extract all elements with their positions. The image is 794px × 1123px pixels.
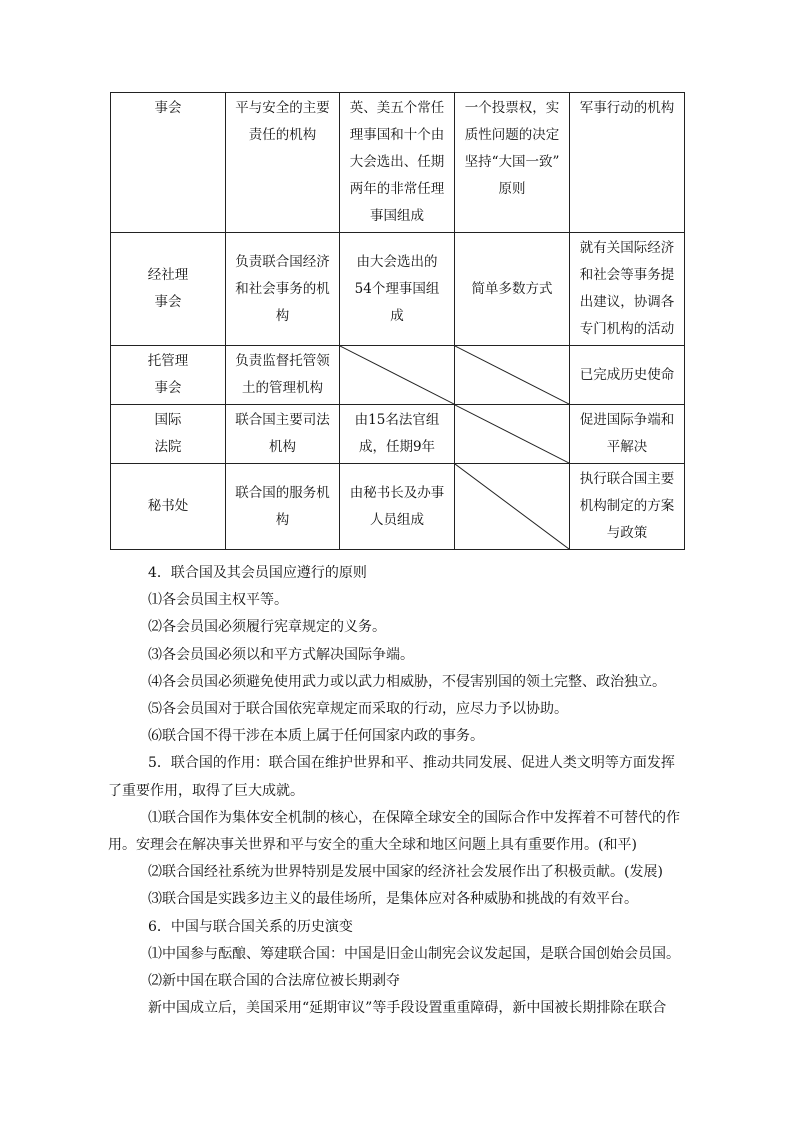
table-cell — [226, 346, 340, 405]
paragraph: ⑶联合国是实践多边主义的最佳场所，是集体应对各种威胁和挑战的有效平台。 — [148, 891, 638, 908]
table-cell — [570, 464, 685, 550]
cell-line: 和社会事务的机 — [235, 280, 330, 297]
paragraph: ⑵联合国经社系统为世界特别是发展中国家的经济社会发展作出了积极贡献。(发展) — [148, 864, 663, 881]
cell-line: 事会 — [154, 100, 182, 116]
cell-line: 平解决 — [606, 439, 648, 455]
cell-line: 事国组成 — [370, 208, 424, 224]
paragraph: ⑶各会员国必须以和平方式解决国际争端。 — [148, 646, 414, 663]
table-cell — [455, 233, 570, 346]
cell-line: 土的管理机构 — [242, 380, 323, 396]
cell-line: 军事行动的机构 — [579, 100, 675, 116]
cell-line: 质性问题的决定 — [464, 127, 560, 143]
table-cell — [340, 405, 455, 464]
table-cell — [226, 464, 340, 550]
table-cell — [455, 93, 570, 233]
empty-diagonal-cell — [455, 464, 570, 550]
paragraph: 新中国成立后，美国采用“延期审议”等手段设置重重障碍，新中国被长期排除在联合 — [148, 1000, 667, 1017]
cell-line: 构 — [275, 307, 290, 324]
cell-line: 人员组成 — [370, 511, 424, 528]
paragraph: ⑵各会员国必须履行宪章规定的义务。 — [148, 619, 386, 636]
diagonal-line — [455, 346, 569, 404]
cell-line: 责任的机构 — [248, 127, 317, 143]
empty-diagonal-cell — [455, 346, 570, 405]
paragraph: ⑸各会员国对于联合国依宪章规定而采取的行动，应尽力予以协助。 — [148, 701, 568, 718]
diagonal-line — [455, 405, 569, 463]
cell-line: 执行联合国主要 — [579, 471, 675, 487]
table-cell — [226, 93, 340, 233]
table-row — [111, 464, 685, 550]
cell-line: 原则 — [498, 181, 526, 197]
cell-line: 由15名法官组 — [354, 412, 440, 428]
paragraph: 6．中国与联合国关系的历史演变 — [148, 918, 353, 935]
cell-line: 和社会等事务提 — [579, 267, 675, 283]
cell-line: 与政策 — [606, 525, 648, 541]
cell-line: 坚持“大国一致” — [464, 154, 560, 170]
cell-line: 成 — [390, 307, 404, 324]
cell-line: 平与安全的主要 — [235, 100, 330, 116]
table-cell — [226, 405, 340, 464]
table-cell — [570, 346, 685, 405]
paragraph: ⑴联合国作为集体安全机制的核心，在保障全球安全的国际合作中发挥着不可替代的作用。安理会在解决事关世界和平与安全的重大全球和地区问题上具有重要作用。(和平) — [108, 809, 680, 854]
diagonal-line — [455, 464, 569, 549]
table-row — [111, 346, 685, 405]
cell-line: 英、美五个常任 — [349, 100, 445, 116]
cell-line: 机构 — [269, 439, 296, 455]
table-cell — [111, 464, 226, 550]
cell-line: 已完成历史使命 — [579, 366, 675, 383]
table-cell — [340, 233, 455, 346]
cell-line: 法院 — [154, 439, 182, 455]
table-cell — [111, 93, 226, 233]
cell-line: 机构制定的方案 — [579, 498, 675, 514]
paragraph: ⑹联合国不得干涉在本质上属于任何国家内政的事务。 — [148, 728, 484, 745]
cell-line: 出建议，协调各 — [579, 294, 675, 310]
paragraph: 5．联合国的作用：联合国在维护世界和平、推动共同发展、促进人类文明等方面发挥了重要作用，取得了巨大成就。 — [108, 755, 675, 799]
cell-line: 事会 — [154, 294, 182, 310]
cell-line: 大会选出、任期 — [349, 154, 445, 170]
table-cell — [111, 233, 226, 346]
cell-line: 由大会选出的 — [356, 253, 438, 270]
paragraph: ⑴中国参与酝酿、筹建联合国：中国是旧金山制宪会议发起国，是联合国创始会员国。 — [148, 945, 680, 962]
table-cell — [570, 93, 685, 233]
paragraph: ⑷各会员国必须避免使用武力或以武力相威胁，不侵害别国的领土完整、政治独立。 — [148, 673, 666, 690]
diagonal-line — [340, 346, 454, 404]
un-organs-table — [110, 92, 685, 550]
cell-line: 就有关国际经济 — [579, 240, 675, 256]
cell-line: 54个理事国组 — [354, 280, 440, 297]
table-cell — [111, 346, 226, 405]
paragraph: 4．联合国及其会员国应遵行的原则 — [148, 565, 367, 581]
cell-line: 秘书处 — [147, 498, 189, 514]
cell-line: 成，任期9年 — [358, 439, 436, 455]
table-cell — [340, 93, 455, 233]
empty-diagonal-cell — [455, 405, 570, 464]
table-row — [111, 93, 685, 233]
cell-line: 联合国的服务机 — [235, 484, 330, 501]
cell-line: 理事国和十个由 — [349, 127, 445, 143]
empty-diagonal-cell — [340, 346, 455, 405]
table-cell — [226, 233, 340, 346]
cell-line: 由秘书长及办事 — [349, 484, 445, 501]
cell-line: 负责联合国经济 — [235, 253, 330, 270]
table-row — [111, 405, 685, 464]
table-cell — [340, 464, 455, 550]
cell-line: 国际 — [154, 412, 182, 428]
cell-line: 两年的非常任理 — [349, 181, 445, 197]
cell-line: 经社理 — [147, 267, 189, 283]
cell-line: 专门机构的活动 — [579, 321, 675, 337]
cell-line: 促进国际争端和 — [579, 412, 675, 428]
table-cell — [111, 405, 226, 464]
table-cell — [570, 233, 685, 346]
cell-line: 简单多数方式 — [471, 280, 553, 297]
paragraph: ⑵新中国在联合国的合法席位被长期剥夺 — [148, 973, 400, 990]
cell-line: 构 — [275, 511, 290, 528]
body-text — [108, 560, 680, 1022]
table-cell — [570, 405, 685, 464]
cell-line: 托管理 — [147, 353, 189, 369]
cell-line: 联合国主要司法 — [235, 412, 330, 428]
cell-line: 一个投票权，实 — [464, 100, 560, 116]
paragraph: ⑴各会员国主权平等。 — [148, 592, 288, 609]
cell-line: 负责监督托管领 — [235, 353, 330, 369]
table-row — [111, 233, 685, 346]
cell-line: 事会 — [154, 380, 182, 396]
